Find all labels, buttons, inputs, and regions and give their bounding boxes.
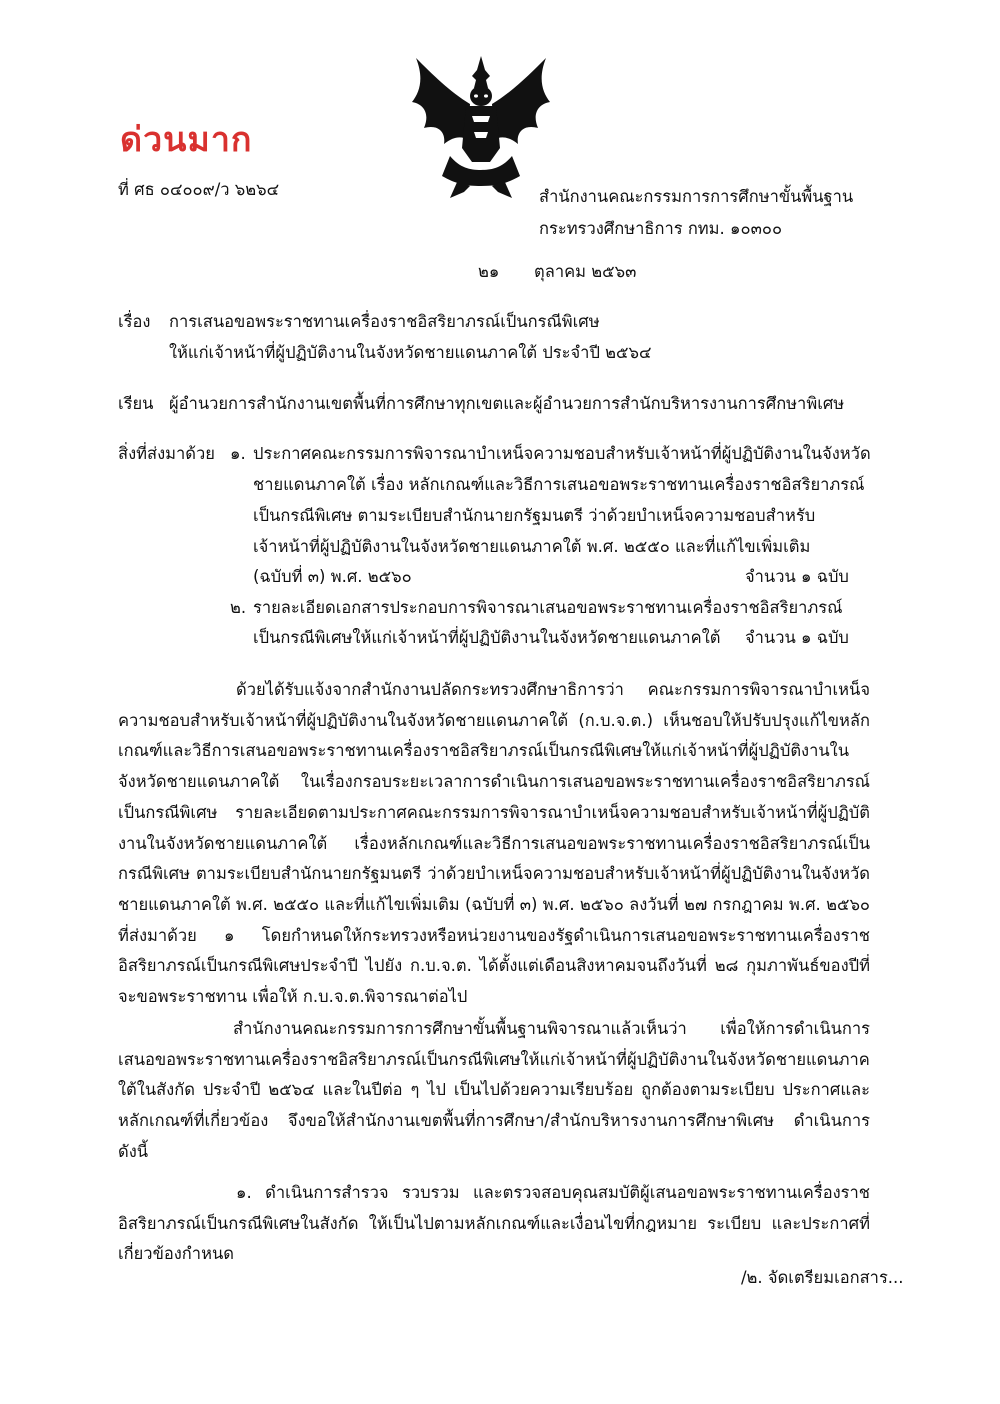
agency-address: กระทรวงศึกษาธิการ กทม. ๑๐๓๐๐ bbox=[539, 219, 783, 238]
date-day: ๒๑ bbox=[478, 262, 500, 281]
enclosure-1-line: ประกาศคณะกรรมการพิจารณาบำเหน็จความชอบสำหรับเจ้าหน้าที่ผู้ปฏิบัติงานในจังหวัด bbox=[253, 444, 871, 463]
subject-line-2: ให้แก่เจ้าหน้าที่ผู้ปฏิบัติงานในจังหวัดชายแดนภาคใต้ ประจำปี ๒๕๖๔ bbox=[169, 343, 652, 362]
continuation-note: /๒. จัดเตรียมเอกสาร... bbox=[741, 1268, 904, 1287]
recipient-text: ผู้อำนวยการสำนักงานเขตพื้นที่การศึกษาทุกเขตและผู้อำนวยการสำนักบริหารงานการศึกษาพิเศษ bbox=[169, 394, 845, 413]
body-paragraph-2 bbox=[118, 1014, 870, 1168]
body-paragraph-1-text: ด้วยได้รับแจ้งจากสำนักงานปลัดกระทรวงศึกษาธิการว่า คณะกรรมการพิจารณาบำเหน็จความชอบสำหรับเจ้าหน้าที่ผู้ปฏิบัติงานในจังหวัดชายแดนภาคใต้ (ก.บ.จ.ต.) เห็นชอบให้ปรับปรุงแก้ไขหลักเกณฑ์และวิธีการเสนอขอพระราชทานเครื่องราชอิสริยาภรณ์เป็นกรณีพิเศษให้แก่เจ้าหน้าที่ผู้ปฏิบัติงานในจังหวัดชายแดนภาคใต้ ในเรื่องกรอบระยะเวลาการดำเนินการเสนอขอพระราชทานเครื่องราชอิสริยาภรณ์เป็นกรณีพิเศษ รายละเอียดตามประกาศคณะกรรมการพิจารณาบำเหน็จความชอบสำหรับเจ้าหน้าที่ผู้ปฏิบัติงานในจังหวัดชายแดนภาคใต้ เรื่องหลักเกณฑ์และวิธีการเสนอขอพระราชทานเครื่องราชอิสริยาภรณ์เป็นกรณีพิเศษ ตามระเบียบสำนักนายกรัฐมนตรี ว่าด้วยบำเหน็จความชอบสำหรับเจ้าหน้าที่ผู้ปฏิบัติงานในจังหวัดชายแดนภาคใต้ พ.ศ. ๒๕๕๐ และที่แก้ไขเพิ่มเติม (ฉบับที่ ๓) พ.ศ. ๒๕๖๐ ลงวันที่ ๒๗ กรกฎาคม พ.ศ. ๒๕๖๐ ที่ส่งมาด้วย ๑ โดยกำหนดให้กระทรวงหรือหน่วยงานของรัฐดำเนินการเสนอขอพระราชทานเครื่องราชอิสริยาภรณ์เป็นกรณีพิเศษประจำปี ไปยัง ก.บ.จ.ต. ได้ตั้งแต่เดือนสิงหาคมจนถึงวันที่ ๒๘ กุมภาพันธ์ของปีที่จะขอพระราชทาน เพื่อให้ ก.บ.จ.ต.พิจารณาต่อไป bbox=[118, 680, 870, 1007]
enclosure-2-line: เป็นกรณีพิเศษให้แก่เจ้าหน้าที่ผู้ปฏิบัติงานในจังหวัดชายแดนภาคใต้ bbox=[253, 628, 721, 647]
document-number: ที่ ศธ ๐๔๐๐๙/ว ๖๒๖๔ bbox=[118, 180, 280, 199]
enclosure-2-line: รายละเอียดเอกสารประกอบการพิจารณาเสนอขอพระราชทานเครื่องราชอิสริยาภรณ์ bbox=[253, 598, 843, 617]
date-month-year: ตุลาคม ๒๕๖๓ bbox=[534, 262, 637, 281]
agency-name: สำนักงานคณะกรรมการการศึกษาขั้นพื้นฐาน bbox=[539, 187, 854, 206]
enclosure-1-count: จำนวน ๑ ฉบับ bbox=[745, 567, 849, 586]
urgent-stamp: ด่วนมาก bbox=[120, 120, 253, 160]
body-paragraph-2-text: สำนักงานคณะกรรมการการศึกษาขั้นพื้นฐานพิจารณาแล้วเห็นว่า เพื่อให้การดำเนินการเสนอขอพระราชทานเครื่องราชอิสริยาภรณ์เป็นกรณีพิเศษให้แก่เจ้าหน้าที่ผู้ปฏิบัติงานในจังหวัดชายแดนภาคใต้ในสังกัด ประจำปี ๒๕๖๔ และในปีต่อ ๆ ไป เป็นไปด้วยความเรียบร้อย ถูกต้องตามระเบียบ ประกาศและหลักเกณฑ์ที่เกี่ยวข้อง จึงขอให้สำนักงานเขตพื้นที่การศึกษา/สำนักบริหารงานการศึกษาพิเศษ ดำเนินการดังนี้ bbox=[118, 1019, 870, 1161]
garuda-emblem-icon bbox=[410, 52, 552, 204]
enclosure-1-line: เจ้าหน้าที่ผู้ปฏิบัติงานในจังหวัดชายแดนภาคใต้ พ.ศ. ๒๕๕๐ และที่แก้ไขเพิ่มเติม bbox=[253, 537, 811, 556]
subject-line-1: การเสนอขอพระราชทานเครื่องราชอิสริยาภรณ์เป็นกรณีพิเศษ bbox=[169, 312, 600, 331]
subject-label: เรื่อง bbox=[118, 312, 151, 331]
recipient-label: เรียน bbox=[118, 394, 154, 413]
enclosures-label: สิ่งที่ส่งมาด้วย bbox=[118, 444, 215, 463]
body-paragraph-1 bbox=[118, 675, 870, 1013]
enclosure-1-line: ชายแดนภาคใต้ เรื่อง หลักเกณฑ์และวิธีการเสนอขอพระราชทานเครื่องราชอิสริยาภรณ์ bbox=[253, 475, 865, 494]
body-paragraph-3 bbox=[118, 1178, 870, 1270]
enclosure-1-line: เป็นกรณีพิเศษ ตามระเบียบสำนักนายกรัฐมนตรี ว่าด้วยบำเหน็จความชอบสำหรับ bbox=[253, 506, 816, 525]
enclosure-1-number: ๑. bbox=[230, 444, 246, 463]
enclosure-1-line: (ฉบับที่ ๓) พ.ศ. ๒๕๖๐ bbox=[253, 567, 412, 586]
enclosure-2-number: ๒. bbox=[230, 598, 247, 617]
body-paragraph-3-text: ๑. ดำเนินการสำรวจ รวบรวม และตรวจสอบคุณสมบัติผู้เสนอขอพระราชทานเครื่องราชอิสริยาภรณ์เป็นกรณีพิเศษในสังกัด ให้เป็นไปตามหลักเกณฑ์และเงื่อนไขที่กฎหมาย ระเบียบ และประกาศที่เกี่ยวข้องกำหนด bbox=[118, 1183, 870, 1264]
enclosure-2-count: จำนวน ๑ ฉบับ bbox=[745, 628, 849, 647]
